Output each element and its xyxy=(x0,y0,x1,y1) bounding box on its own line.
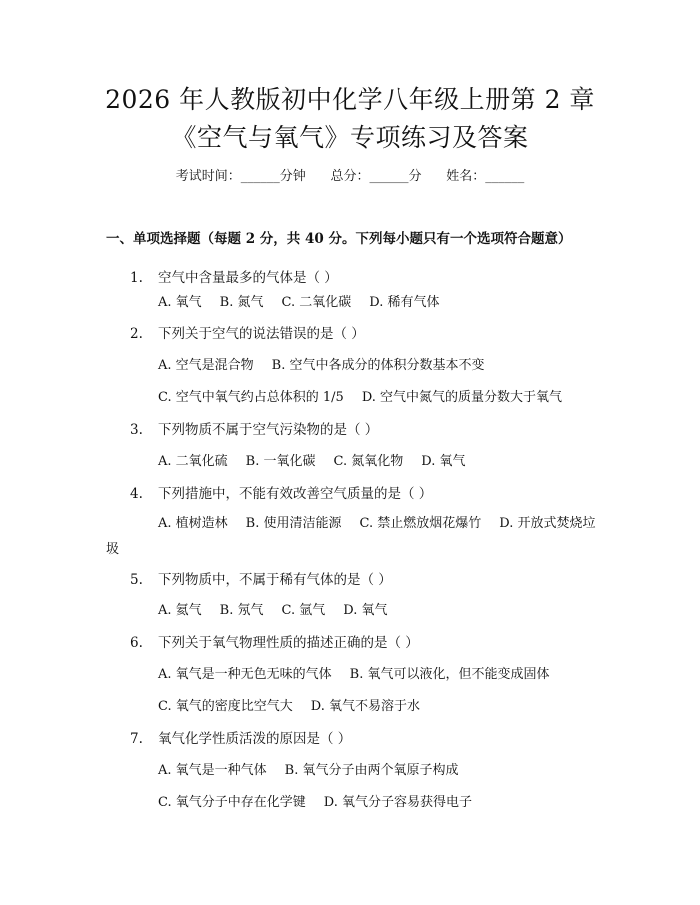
option-b: B. 氖气 xyxy=(219,603,264,618)
question-number: 2. xyxy=(130,326,143,342)
option-a: A. 氧气 xyxy=(158,295,202,310)
option-c: C. 二氧化碳 xyxy=(281,295,352,310)
option-b: B. 氧气分子由两个氧原子构成 xyxy=(284,763,459,778)
option-c: C. 氧气分子中存在化学键 xyxy=(158,795,306,810)
option-d: D. 空气中氮气的质量分数大于氧气 xyxy=(361,390,563,405)
option-c: C. 氧气的密度比空气大 xyxy=(158,699,293,714)
question-1 xyxy=(130,268,338,288)
option-d: D. 开放式焚烧垃圾 xyxy=(106,516,596,557)
question-text: 下列关于氧气物理性质的描述正确的是（ ） xyxy=(158,635,419,651)
doc-title-line2: 《空气与氧气》专项练习及答案 xyxy=(171,123,529,152)
option-d: D. 稀有气体 xyxy=(369,295,440,310)
option-b: B. 一氧化碳 xyxy=(245,454,316,469)
question-1-options xyxy=(158,293,457,313)
question-2-options-row1 xyxy=(158,356,502,376)
option-c: C. 禁止燃放烟花爆竹 xyxy=(359,516,482,531)
question-text: 下列措施中，不能有效改善空气质量的是（ ） xyxy=(158,486,433,502)
option-a: A. 氧气是一种气体 xyxy=(158,763,267,778)
option-b: B. 使用清洁能源 xyxy=(245,516,342,531)
option-d: D. 氧气 xyxy=(421,454,466,469)
option-d: D. 氧气分子容易获得电子 xyxy=(323,795,472,810)
question-5 xyxy=(130,570,392,590)
question-text: 下列关于空气的说法错误的是（ ） xyxy=(158,326,365,342)
option-a: A. 空气是混合物 xyxy=(158,358,254,373)
question-number: 6. xyxy=(130,635,143,651)
section-heading: 一、单项选择题（每题 2 分，共 40 分。下列每小题只有一个选项符合题意） xyxy=(106,231,572,247)
question-2 xyxy=(130,324,365,344)
option-c: C. 氮氧化物 xyxy=(333,454,404,469)
option-b: B. 空气中各成分的体积分数基本不变 xyxy=(271,358,485,373)
option-d: D. 氧气 xyxy=(343,603,388,618)
question-2-options-row2 xyxy=(158,388,580,408)
question-text: 下列物质中，不属于稀有气体的是（ ） xyxy=(158,572,392,588)
question-number: 7. xyxy=(130,731,143,747)
option-a: A. 氧气是一种无色无味的气体 xyxy=(158,667,332,682)
question-4-options xyxy=(106,511,596,563)
option-c: C. 氩气 xyxy=(281,603,326,618)
option-b: B. 氮气 xyxy=(219,295,264,310)
question-text: 空气中含量最多的气体是（ ） xyxy=(158,270,338,286)
question-number: 1. xyxy=(130,270,143,286)
question-6-options-row2 xyxy=(158,697,438,717)
question-6-options-row1 xyxy=(158,665,567,685)
option-a: A. 氦气 xyxy=(158,603,202,618)
option-a: A. 植树造林 xyxy=(158,516,228,531)
question-7 xyxy=(130,729,351,749)
question-text: 氧气化学性质活泼的原因是（ ） xyxy=(158,731,352,747)
question-7-options-row1 xyxy=(158,761,476,781)
question-text: 下列物质不属于空气污染物的是（ ） xyxy=(158,422,379,438)
question-number: 4. xyxy=(130,486,143,502)
question-number: 5. xyxy=(130,572,143,588)
option-a: A. 二氧化硫 xyxy=(158,454,228,469)
question-number: 3. xyxy=(130,422,143,438)
option-c: C. 空气中氧气约占总体积的 1/5 xyxy=(158,390,344,405)
question-3 xyxy=(130,420,378,440)
question-5-options xyxy=(158,601,405,621)
question-6 xyxy=(130,633,419,653)
doc-title-line1: 2026 年人教版初中化学八年级上册第 2 章 xyxy=(105,85,595,114)
question-3-options xyxy=(158,452,483,472)
question-7-options-row2 xyxy=(158,793,490,813)
exam-info-line: 考试时间：______分钟 总分：______分 姓名：______ xyxy=(175,169,525,184)
option-b: B. 氧气可以液化，但不能变成固体 xyxy=(349,667,550,682)
question-4 xyxy=(130,484,432,504)
option-d: D. 氧气不易溶于水 xyxy=(310,699,420,714)
